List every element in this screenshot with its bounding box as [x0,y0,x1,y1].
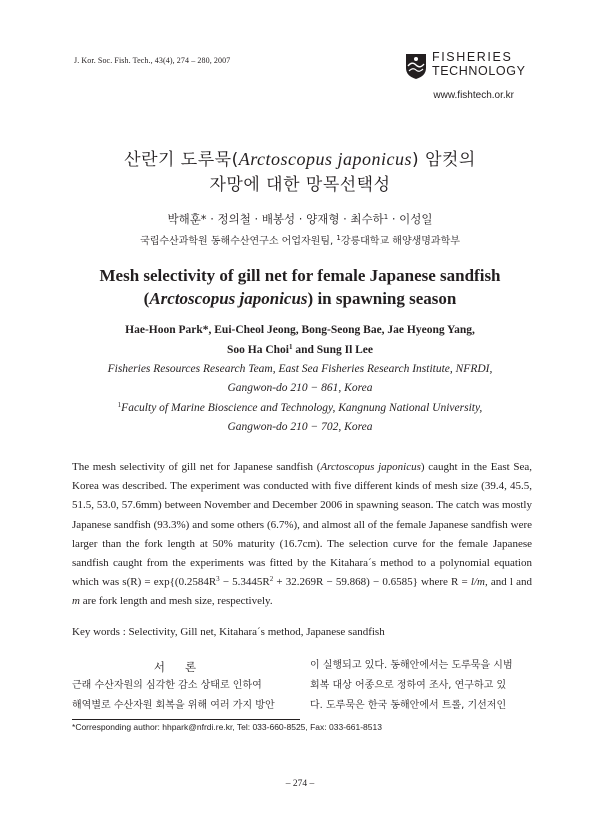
korean-title-line-2: 자망에 대한 망목선택성 [209,175,391,195]
intro-right-column [310,656,536,716]
logo-text-technology: TECHNOLOGY [432,64,526,78]
english-authors-line-2: Soo Ha Choi$^1$ and Sung Il Lee [226,343,374,356]
journal-url-link[interactable]: www.fishtech.or.kr [433,90,514,101]
intro-right-line-3: 다. 도루묵은 한국 동해안에서 트롤, 기선저인 [310,700,507,711]
korean-title-line-1: 산란기 도루묵(Arctoscopus japonicus) 암컷의 [124,149,476,170]
intro-left-line-1: 근래 수산자원의 심각한 감소 상태로 인하여 [72,680,262,691]
english-affiliation-line-2: Gangwon-do 210 − 861, Korea [227,382,373,394]
english-title-line-1: Mesh selectivity of gill net for female Japanese sandfish [99,266,501,285]
ksft-badge-icon [404,52,428,80]
abstract-paragraph: The mesh selectivity of gill net for Japanese sandfish (Arctoscopus japonicus) caught in the East Sea, Korea was described. The experiment was conducted with five different kinds of mesh size (39.4, 45.5, 51.5, 53.0, 57.6mm) between November and December 2006 in spawning season. The catch was mostly Japanese sandfish (93.3%) and some others (6.7%), and almost all of the female Japanese sandfish were larger than the fork length at 50% maturity (16.7cm). The selection curve for the female Japanese sandfish caught from the experiments was fitted by the Kitahara´s method to a polynomial equation which was $s(R) = \exp\{(0.2584R^3 - 5.3445R^2 + 32.269R - 59.868) - 0.6585\}$ where R = l/m, and l and m are fork length and mesh size, respectively. [72,461,533,608]
english-title-scientific-name: Arctoscopus japonicus [149,289,308,308]
journal-reference: J. Kor. Soc. Fish. Tech., 43(4), 274 – 280, 2007 [74,56,231,65]
english-affiliation-line-4: Gangwon-do 210 − 702, Korea [227,421,373,433]
english-affiliation-line-3: $^1$Faculty of Marine Bioscience and Technology, Kangnung National University, [117,401,483,414]
logo-text-fisheries: FISHERIES [432,50,513,64]
intro-left-line-2: 해역별로 수산자원 회복을 위해 여러 가지 방안 [72,700,275,711]
keywords: Key words : Selectivity, Gill net, Kitahara´s method, Japanese sandfish [72,626,385,638]
intro-heading: 서론 [153,660,217,674]
english-authors-line-1: Hae-Hoon Park*, Eui-Cheol Jeong, Bong-Seong Bae, Jae Hyeong Yang, [125,324,475,336]
korean-authors: 박해훈* · 정의철 · 배봉성 · 양재형 · 최수하$^1$ · 이성일 [167,212,433,226]
page-number: – 274 – [285,779,315,789]
english-affiliation-line-1: Fisheries Resources Research Team, East Sea Fisheries Research Institute, NFRDI, [107,363,493,375]
abstract [72,458,532,612]
intro-right-line-1: 이 실행되고 있다. 동해안에서는 도루묵을 시범 [310,660,513,671]
footnote-divider [72,719,300,720]
corresponding-author-footnote: *Corresponding author: hhpark@nfrdi.re.kr, Tel: 033-660-8525, Fax: 033-661-8513 [72,722,382,732]
korean-affiliations: 국립수산과학원 동해수산연구소 어업자원팀, $^1$강릉대학교 해양생명과학부 [140,234,460,247]
intro-left-column [72,676,300,716]
english-title-line-2: (Arctoscopus japonicus) in spawning season [143,289,457,308]
journal-logo [404,50,538,80]
korean-title-scientific-name: Arctoscopus japonicus [238,149,413,169]
intro-right-line-2: 회복 대상 어종으로 정하여 조사, 연구하고 있 [310,680,507,691]
